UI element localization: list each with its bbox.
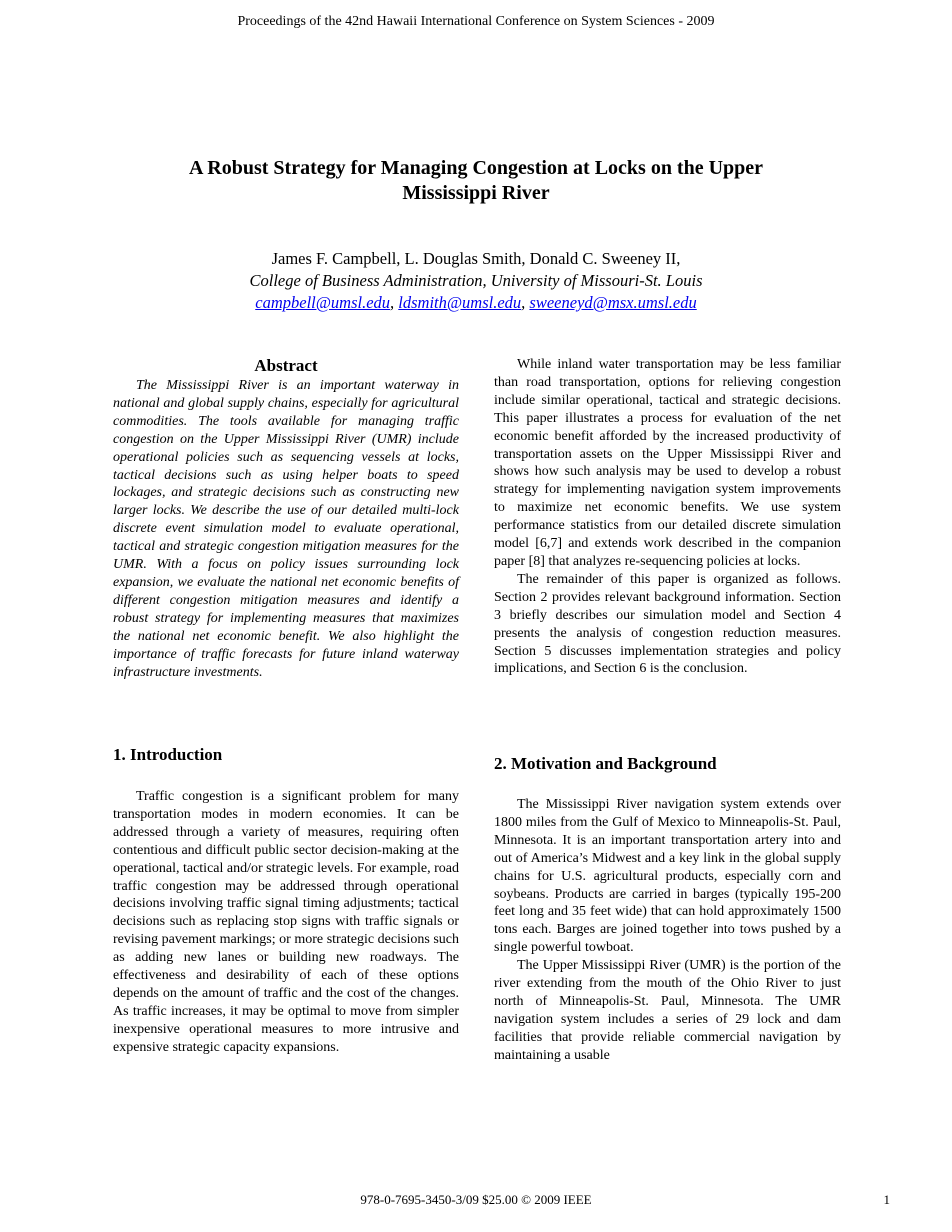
copyright-footer: 978-0-7695-3450-3/09 $25.00 © 2009 IEEE	[360, 1192, 592, 1207]
author-names: James F. Campbell, L. Douglas Smith, Donald C. Sweeney II,	[271, 249, 681, 268]
email-separator: ,	[390, 293, 399, 312]
email-separator: ,	[521, 293, 530, 312]
email-link-campbell[interactable]: campbell@umsl.edu	[255, 293, 391, 312]
page-number: 1	[883, 1192, 890, 1207]
running-header: Proceedings of the 42nd Hawaii International Conference on System Sciences - 2009	[237, 14, 715, 29]
title-line-2: Mississippi River	[402, 182, 550, 204]
abstract-paragraph: The Mississippi River is an important waterway in national and global supply chains, especially for agricultural commodities. The tools available for managing traffic congestion on the Upper Mississippi River (UMR) include operational policies such as sequencing vessels at locks, tactical decisions such as using helper boats to speed lockages, and strategic decisions such as constructing new larger locks. We describe the use of our detailed multi-lock discrete event simulation model to evaluate operational, tactical and strategic congestion mitigation measures for the UMR. With a focus on policy issues surrounding lock expansion, we evaluate the national net economic benefits of different congestion mitigation measures and identify a robust strategy for implementing measures that maximizes the national net economic benefit. We also highlight the importance of traffic forecasts for future inland waterway infrastructure investments.	[113, 378, 459, 680]
email-list	[120, 292, 832, 314]
right-intro-body	[494, 356, 841, 678]
paper-title	[120, 156, 832, 206]
section-2-heading: 2. Motivation and Background	[494, 754, 717, 773]
section-1-heading: 1. Introduction	[113, 745, 223, 764]
body-paragraph: The Upper Mississippi River (UMR) is the portion of the river extending from the mouth of the Ohio River to just north of Minneapolis-St. Paul, Minnesota. The UMR navigation system includes a series of 29 lock and dam facilities that provide reliable commercial navigation by maintaining a usable	[494, 958, 841, 1063]
body-paragraph: Traffic congestion is a significant problem for many transportation modes in modern economies. It can be addressed through a variety of measures, requiring often contentious and difficult public sector decision-making at the operational, tactical and/or strategic levels. For example, road traffic congestion may be addressed through operational decisions involving traffic signal timing adjustments; tactical decisions such as replacing stop signs with traffic signals or revising pavement markings; or more strategic decisions such as adding new lanes or building new roadways. The effectiveness and desirability of each of these options depends on the amount of traffic and the cost of the changes. As traffic increases, it may be optimal to move from simpler inexpensive operational measures to more intrusive and expensive strategic capacity expansions.	[113, 789, 459, 1055]
title-line-1: A Robust Strategy for Managing Congestion at Locks on the Upper	[188, 157, 764, 179]
abstract-heading: Abstract	[254, 356, 318, 375]
abstract-text	[113, 377, 459, 681]
body-paragraph: The remainder of this paper is organized as follows. Section 2 provides relevant background information. Section 3 briefly describes our simulation model and Section 4 presents the analysis of congestion reduction measures. Section 5 discusses implementation strategies and policy implications, and Section 6 is the conclusion.	[494, 571, 841, 677]
author-block	[120, 248, 832, 314]
email-link-sweeney[interactable]: sweeneyd@msx.umsl.edu	[529, 293, 697, 312]
section-1-body	[113, 788, 459, 1057]
body-paragraph: The Mississippi River navigation system extends over 1800 miles from the Gulf of Mexico to Minneapolis-St. Paul, Minnesota. It is an important transportation artery into and out of America’s Midwest and a key link in the global supply chains for U.S. agricultural products, especially corn and soybeans. Products are carried in barges (typically 195-200 feet long and 35 feet wide) that can hold approximately 1500 tons each. Barges are joined together into tows pushed by a single powerful towboat.	[494, 797, 841, 956]
section-2-body	[494, 796, 841, 1065]
email-link-smith[interactable]: ldsmith@umsl.edu	[398, 293, 522, 312]
body-paragraph: While inland water transportation may be less familiar than road transportation, options for relieving congestion include similar operational, tactical and strategic decisions. This paper illustrates a process for evaluation of the net economic benefit afforded by the increased productivity of transportation assets on the Upper Mississippi River and shows how such analysis may be used to develop a robust strategy for implementing navigation system improvements to maximize net economic benefits. We use system performance statistics from our detailed discrete simulation model [6,7] and extends work described in the companion paper [8] that analyzes re-sequencing policies at locks.	[494, 357, 841, 569]
affiliation: College of Business Administration, University of Missouri-St. Louis	[249, 271, 703, 290]
